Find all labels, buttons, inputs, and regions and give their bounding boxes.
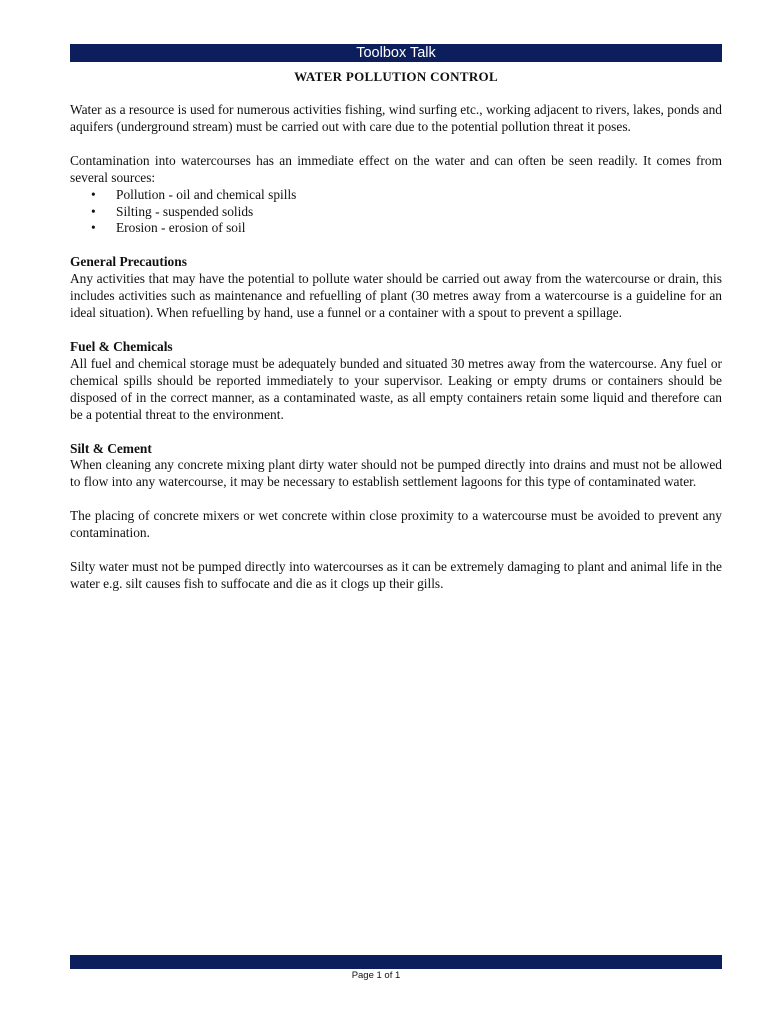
list-item-text: Erosion - erosion of soil (116, 220, 246, 236)
silt-cement-text: When cleaning any concrete mixing plant dirty water should not be pumped directly into drains and must not be allowed to flow into any watercourse, it may be necessary to establish settlement lagoons for this type of contaminated water. (70, 457, 722, 490)
silt-cement-heading: Silt & Cement (70, 440, 152, 456)
pollution-sources-list (70, 187, 722, 238)
list-item (70, 220, 722, 237)
list-item (70, 204, 722, 221)
footer-bar (70, 955, 722, 969)
document-body (70, 102, 722, 593)
fuel-chemicals-heading: Fuel & Chemicals (70, 338, 173, 354)
contamination-paragraph: Contamination into watercourses has an immediate effect on the water and can often be seen readily. It comes from several sources: (70, 152, 722, 185)
list-item-text: Pollution - oil and chemical spills (116, 186, 297, 202)
document-title: WATER POLLUTION CONTROL (294, 69, 498, 84)
general-precautions-heading: General Precautions (70, 254, 187, 270)
list-item (70, 187, 722, 204)
silty-water-text: Silty water must not be pumped directly into watercourses as it can be extremely damaging to plant and animal life in the water e.g. silt causes fish to suffocate and die as it clogs up their gills. (70, 559, 722, 591)
page-number: Page 1 of 1 (351, 970, 401, 981)
general-precautions-text: Any activities that may have the potential to pollute water should be carried out away from the watercourse or drain, this includes activities such as maintenance and refuelling of plant (30 metres away from a watercourse is a guideline for an ideal situation). When refuelling by hand, use a funnel or a container with a spout to prevent a spillage. (70, 271, 722, 321)
bullet-icon: • (91, 203, 96, 219)
intro-paragraph: Water as a resource is used for numerous activities fishing, wind surfing etc., working adjacent to rivers, lakes, ponds and aquifers (underground stream) must be carried out with care due to the potential pollution threat it poses. (70, 102, 722, 134)
concrete-mixers-text: The placing of concrete mixers or wet concrete within close proximity to a watercourse must be avoided to prevent any contamination. (70, 508, 722, 541)
list-item-text: Silting - suspended solids (116, 203, 254, 219)
toolbox-talk-banner: Toolbox Talk (70, 44, 722, 62)
fuel-chemicals-text: All fuel and chemical storage must be adequately bunded and situated 30 metres away from the watercourse. Any fuel or chemical spills should be reported immediately to your supervisor. Leaking or empty drums or containers should be disposed of in the correct manner, as a contaminated waste, as all empty containers retain some liquid and therefore can be a potential threat to the environment. (70, 355, 722, 422)
bullet-icon: • (91, 220, 96, 236)
bullet-icon: • (91, 186, 96, 202)
